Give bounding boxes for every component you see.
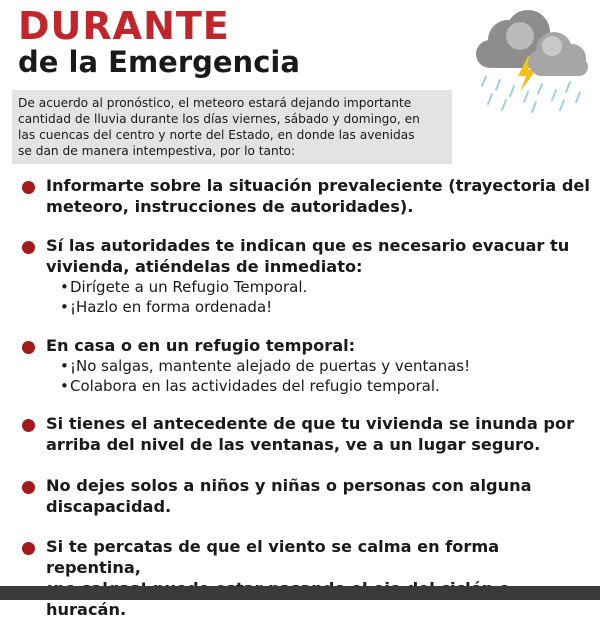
item-text [46, 536, 592, 620]
item-line: arriba del nivel de las ventanas, ve a un lugar seguro. [46, 435, 541, 454]
sub-item: •Dirígete a un Refugio Temporal. [60, 278, 308, 296]
list-item [22, 175, 592, 217]
item-text [46, 175, 592, 217]
intro-box [12, 90, 452, 164]
page-title: DURANTE [18, 4, 230, 48]
intro-line: De acuerdo al pronóstico, el meteoro estará dejando importante [18, 96, 412, 110]
bullet-dot-icon [22, 419, 35, 432]
list-item [22, 475, 592, 517]
item-text [46, 235, 592, 277]
item-text [46, 335, 592, 356]
sub-item: •¡No salgas, mantente alejado de puertas y ventanas! [60, 357, 471, 375]
intro-line: se dan de manera intempestiva, por lo tanto: [18, 144, 296, 158]
page-subtitle: de la Emergencia [18, 45, 300, 79]
item-line: Si tienes el antecedente de que tu vivienda se inunda por [46, 414, 575, 433]
item-text [46, 413, 592, 455]
bullet-dot-icon [22, 181, 35, 194]
item-line: En casa o en un refugio temporal: [46, 336, 356, 355]
item-line: Informarte sobre la situación prevaleciente (trayectoria del [46, 176, 590, 195]
bullet-dot-icon [22, 481, 35, 494]
intro-line: cantidad de lluvia durante los días viernes, sábado y domingo, en [18, 112, 420, 126]
item-line: vivienda, atiéndelas de inmediato: [46, 257, 363, 276]
list-item [22, 536, 592, 620]
storm-cloud-rain-lightning-icon [470, 6, 592, 116]
intro-line: las cuencas del centro y norte del Estado, en donde las avenidas [18, 128, 415, 142]
item-line: huracán. [46, 600, 127, 619]
list-item [22, 335, 592, 396]
item-line: No dejes solos a niños y niñas o personas con alguna [46, 476, 532, 495]
list-item [22, 235, 592, 317]
sub-item: •¡Hazlo en forma ordenada! [60, 298, 273, 316]
sub-item: •Colabora en las actividades del refugio temporal. [60, 377, 440, 395]
item-line: Si te percatas de que el viento se calma en forma repentina, [46, 537, 500, 577]
item-text [46, 475, 592, 517]
item-line: meteoro, instrucciones de autoridades). [46, 197, 414, 216]
bullet-dot-icon [22, 241, 35, 254]
item-line: discapacidad. [46, 497, 172, 516]
item-line: Sí las autoridades te indican que es necesario evacuar tu [46, 236, 570, 255]
footer-bar [0, 586, 600, 600]
bullet-dot-icon [22, 341, 35, 354]
bullet-dot-icon [22, 542, 35, 555]
list-item [22, 413, 592, 455]
